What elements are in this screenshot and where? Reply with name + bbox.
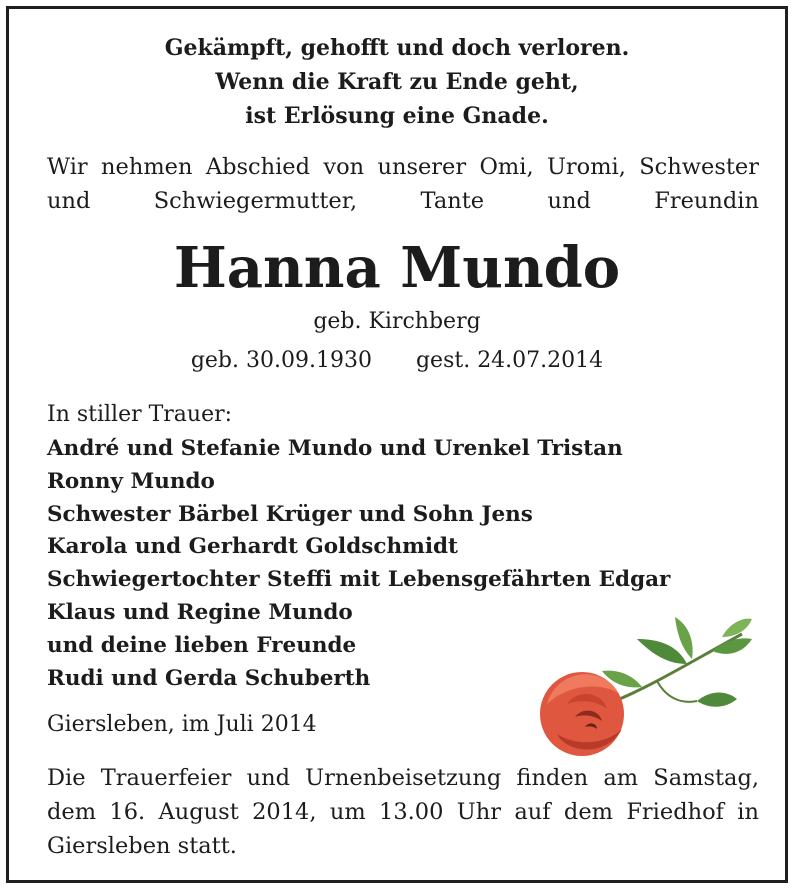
birth-name: geb. Kirchberg	[313, 309, 481, 334]
motto-line-1: Gekämpft, gehofft und doch verloren.	[164, 35, 630, 61]
mourner-line: Schwiegertochter Steffi mit Lebensgefährten Edgar	[47, 567, 671, 593]
place-date: Giersleben, im Juli 2014	[47, 712, 317, 737]
mourner-line: André und Stefanie Mundo und Urenkel Tristan	[47, 436, 623, 461]
mourner-line: Rudi und Gerda Schuberth	[47, 665, 371, 691]
motto-line-2: Wenn die Kraft zu Ende geht,	[215, 69, 579, 95]
life-dates	[9, 345, 785, 377]
mourner-line: Ronny Mundo	[47, 468, 215, 494]
deceased-name: Hanna Mundo	[173, 235, 621, 301]
intro-text: Wir nehmen Abschied von unserer Omi, Uromi, Schwester und Schwiegermutter, Tante und Freundin	[47, 154, 759, 214]
motto	[9, 31, 785, 133]
obituary-frame	[6, 6, 788, 883]
ceremony-text: Die Trauerfeier und Urnenbeisetzung finden am Samstag, dem 16. August 2014, um 13.00 Uhr auf dem Friedhof in Giersleben statt.	[47, 765, 759, 859]
motto-line-3: ist Erlösung eine Gnade.	[245, 103, 549, 129]
birth-date: geb. 30.09.1930	[190, 348, 372, 373]
rose-icon	[537, 609, 757, 759]
mourner-line: und deine lieben Freunde	[47, 632, 357, 658]
mourner-line: Schwester Bärbel Krüger und Sohn Jens	[47, 501, 533, 527]
mourning-label: In stiller Trauer:	[47, 402, 233, 427]
mourner-line: Klaus und Regine Mundo	[47, 599, 353, 625]
mourner-line: Karola und Gerhardt Goldschmidt	[47, 534, 458, 560]
death-date: gest. 24.07.2014	[415, 348, 604, 373]
